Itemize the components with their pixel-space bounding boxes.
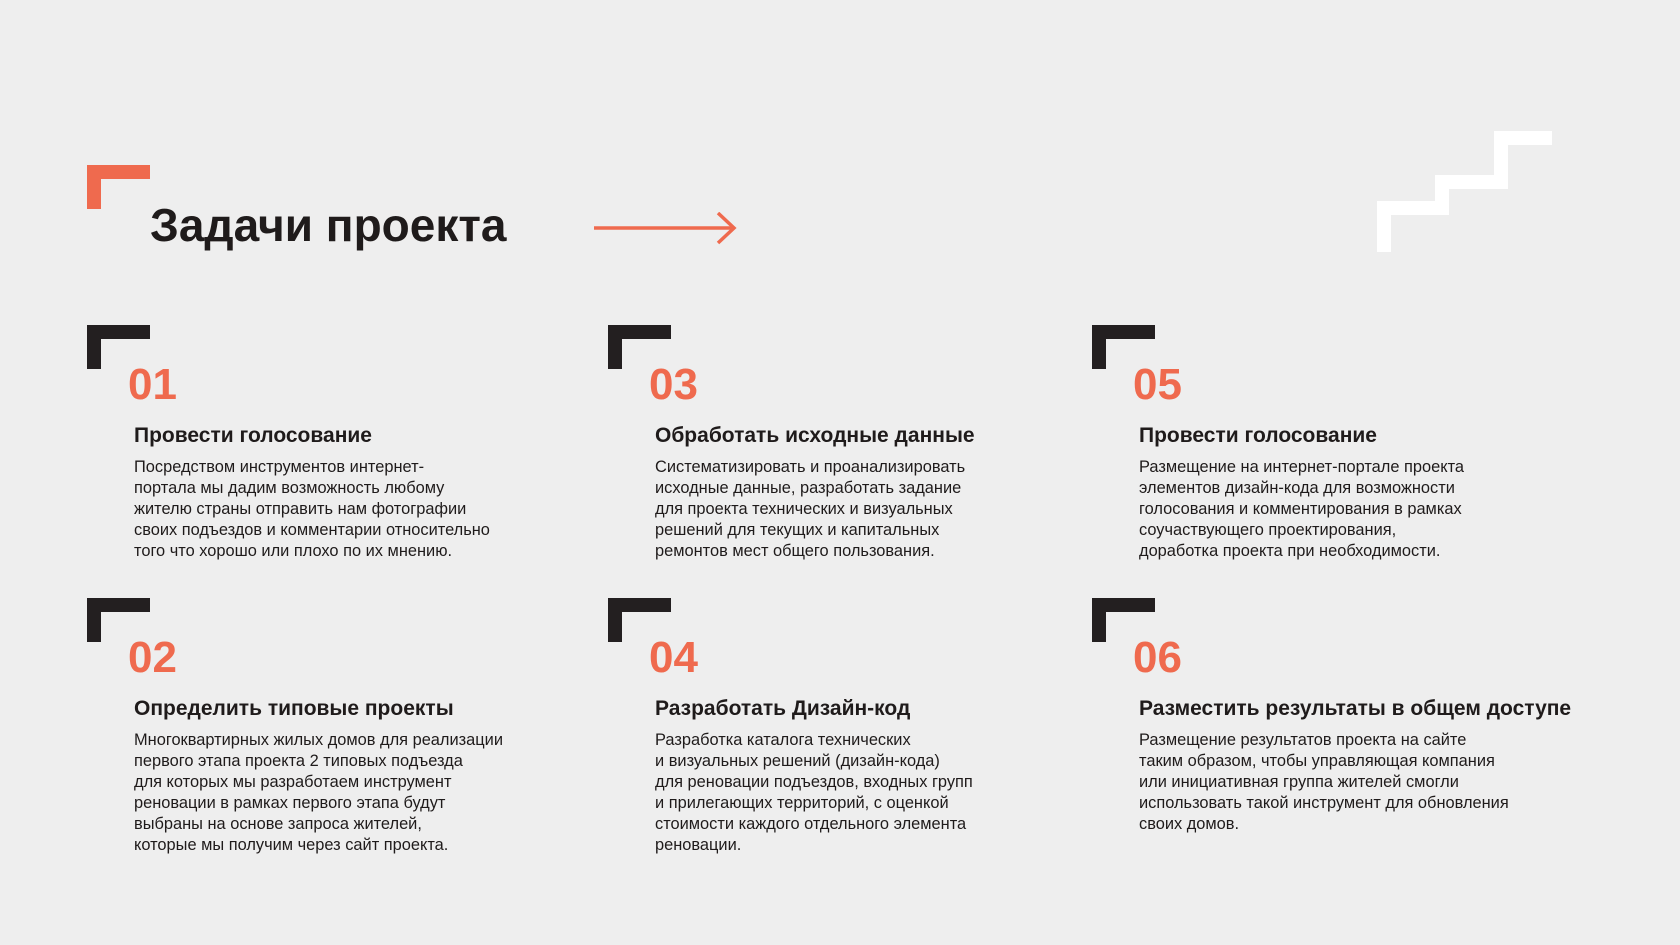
description-line: доработка проекта при необходимости. xyxy=(1139,542,1441,560)
task-description xyxy=(655,730,1115,856)
task-description xyxy=(1139,730,1599,835)
task-number: 05 xyxy=(1133,360,1182,409)
task-description xyxy=(134,457,594,562)
description-line: реновации в рамках первого этапа будут xyxy=(134,794,446,812)
description-line: первого этапа проекта 2 типовых подъезда xyxy=(134,752,463,770)
description-line: портала мы дадим возможность любому xyxy=(134,479,445,497)
bracket-vertical xyxy=(87,325,101,369)
description-line: и визуальных решений (дизайн-кода) xyxy=(655,752,940,770)
bracket-vertical xyxy=(87,165,101,209)
task-heading: Провести голосование xyxy=(134,424,372,447)
task-number: 06 xyxy=(1133,633,1182,682)
description-line: для проекта технических и визуальных xyxy=(655,500,953,518)
description-line: того что хорошо или плохо по их мнению. xyxy=(134,542,453,560)
task-description xyxy=(655,457,1115,562)
description-line: элементов дизайн-кода для возможности xyxy=(1139,479,1455,497)
description-line: жителю страны отправить нам фотографии xyxy=(134,500,467,518)
task-number: 01 xyxy=(128,360,177,409)
bracket-vertical xyxy=(608,598,622,642)
description-line: выбраны на основе запроса жителей, xyxy=(134,815,422,833)
description-line: реновации. xyxy=(655,836,742,854)
description-line: ремонтов мест общего пользования. xyxy=(655,542,935,560)
description-line: таким образом, чтобы управляющая компания xyxy=(1139,752,1495,770)
description-line: Многоквартирных жилых домов для реализации xyxy=(134,731,503,749)
description-line: исходные данные, разработать задание xyxy=(655,479,962,497)
task-number: 04 xyxy=(649,633,698,682)
task-description xyxy=(134,730,594,856)
description-line: или инициативная группа жителей смогли xyxy=(1139,773,1459,791)
description-line: своих подъездов и комментарии относительно xyxy=(134,521,490,539)
task-heading: Провести голосование xyxy=(1139,424,1377,447)
task-number: 03 xyxy=(649,360,698,409)
title-corner-bracket xyxy=(87,165,150,209)
description-line: для которых мы разработаем инструмент xyxy=(134,773,452,791)
arrow-right-icon xyxy=(594,212,738,246)
description-line: своих домов. xyxy=(1139,815,1240,833)
bracket-vertical xyxy=(608,325,622,369)
description-line: использовать такой инструмент для обновления xyxy=(1139,794,1509,812)
description-line: Размещение результатов проекта на сайте xyxy=(1139,731,1467,749)
description-line: голосования и комментирования в рамках xyxy=(1139,500,1462,518)
task-heading: Разместить результаты в общем доступе xyxy=(1139,697,1572,720)
description-line: решений для текущих и капитальных xyxy=(655,521,940,539)
task-description xyxy=(1139,457,1599,562)
bracket-vertical xyxy=(1092,598,1106,642)
description-line: и прилегающих территорий, с оценкой xyxy=(655,794,949,812)
description-line: Систематизировать и проанализировать xyxy=(655,458,966,476)
page-title: Задачи проекта xyxy=(150,199,507,251)
stairs-icon xyxy=(1376,130,1552,252)
task-heading: Разработать Дизайн-код xyxy=(655,697,911,720)
task-heading: Обработать исходные данные xyxy=(655,424,975,447)
task-heading: Определить типовые проекты xyxy=(134,697,454,720)
description-line: которые мы получим через сайт проекта. xyxy=(134,836,449,854)
description-line: Посредством инструментов интернет- xyxy=(134,458,425,476)
description-line: соучаствующего проектирования, xyxy=(1139,521,1397,539)
bracket-vertical xyxy=(87,598,101,642)
task-number: 02 xyxy=(128,633,177,682)
bracket-vertical xyxy=(1092,325,1106,369)
description-line: для реновации подъездов, входных групп xyxy=(655,773,973,791)
description-line: Размещение на интернет-портале проекта xyxy=(1139,458,1465,476)
description-line: стоимости каждого отдельного элемента xyxy=(655,815,967,833)
description-line: Разработка каталога технических xyxy=(655,731,911,749)
